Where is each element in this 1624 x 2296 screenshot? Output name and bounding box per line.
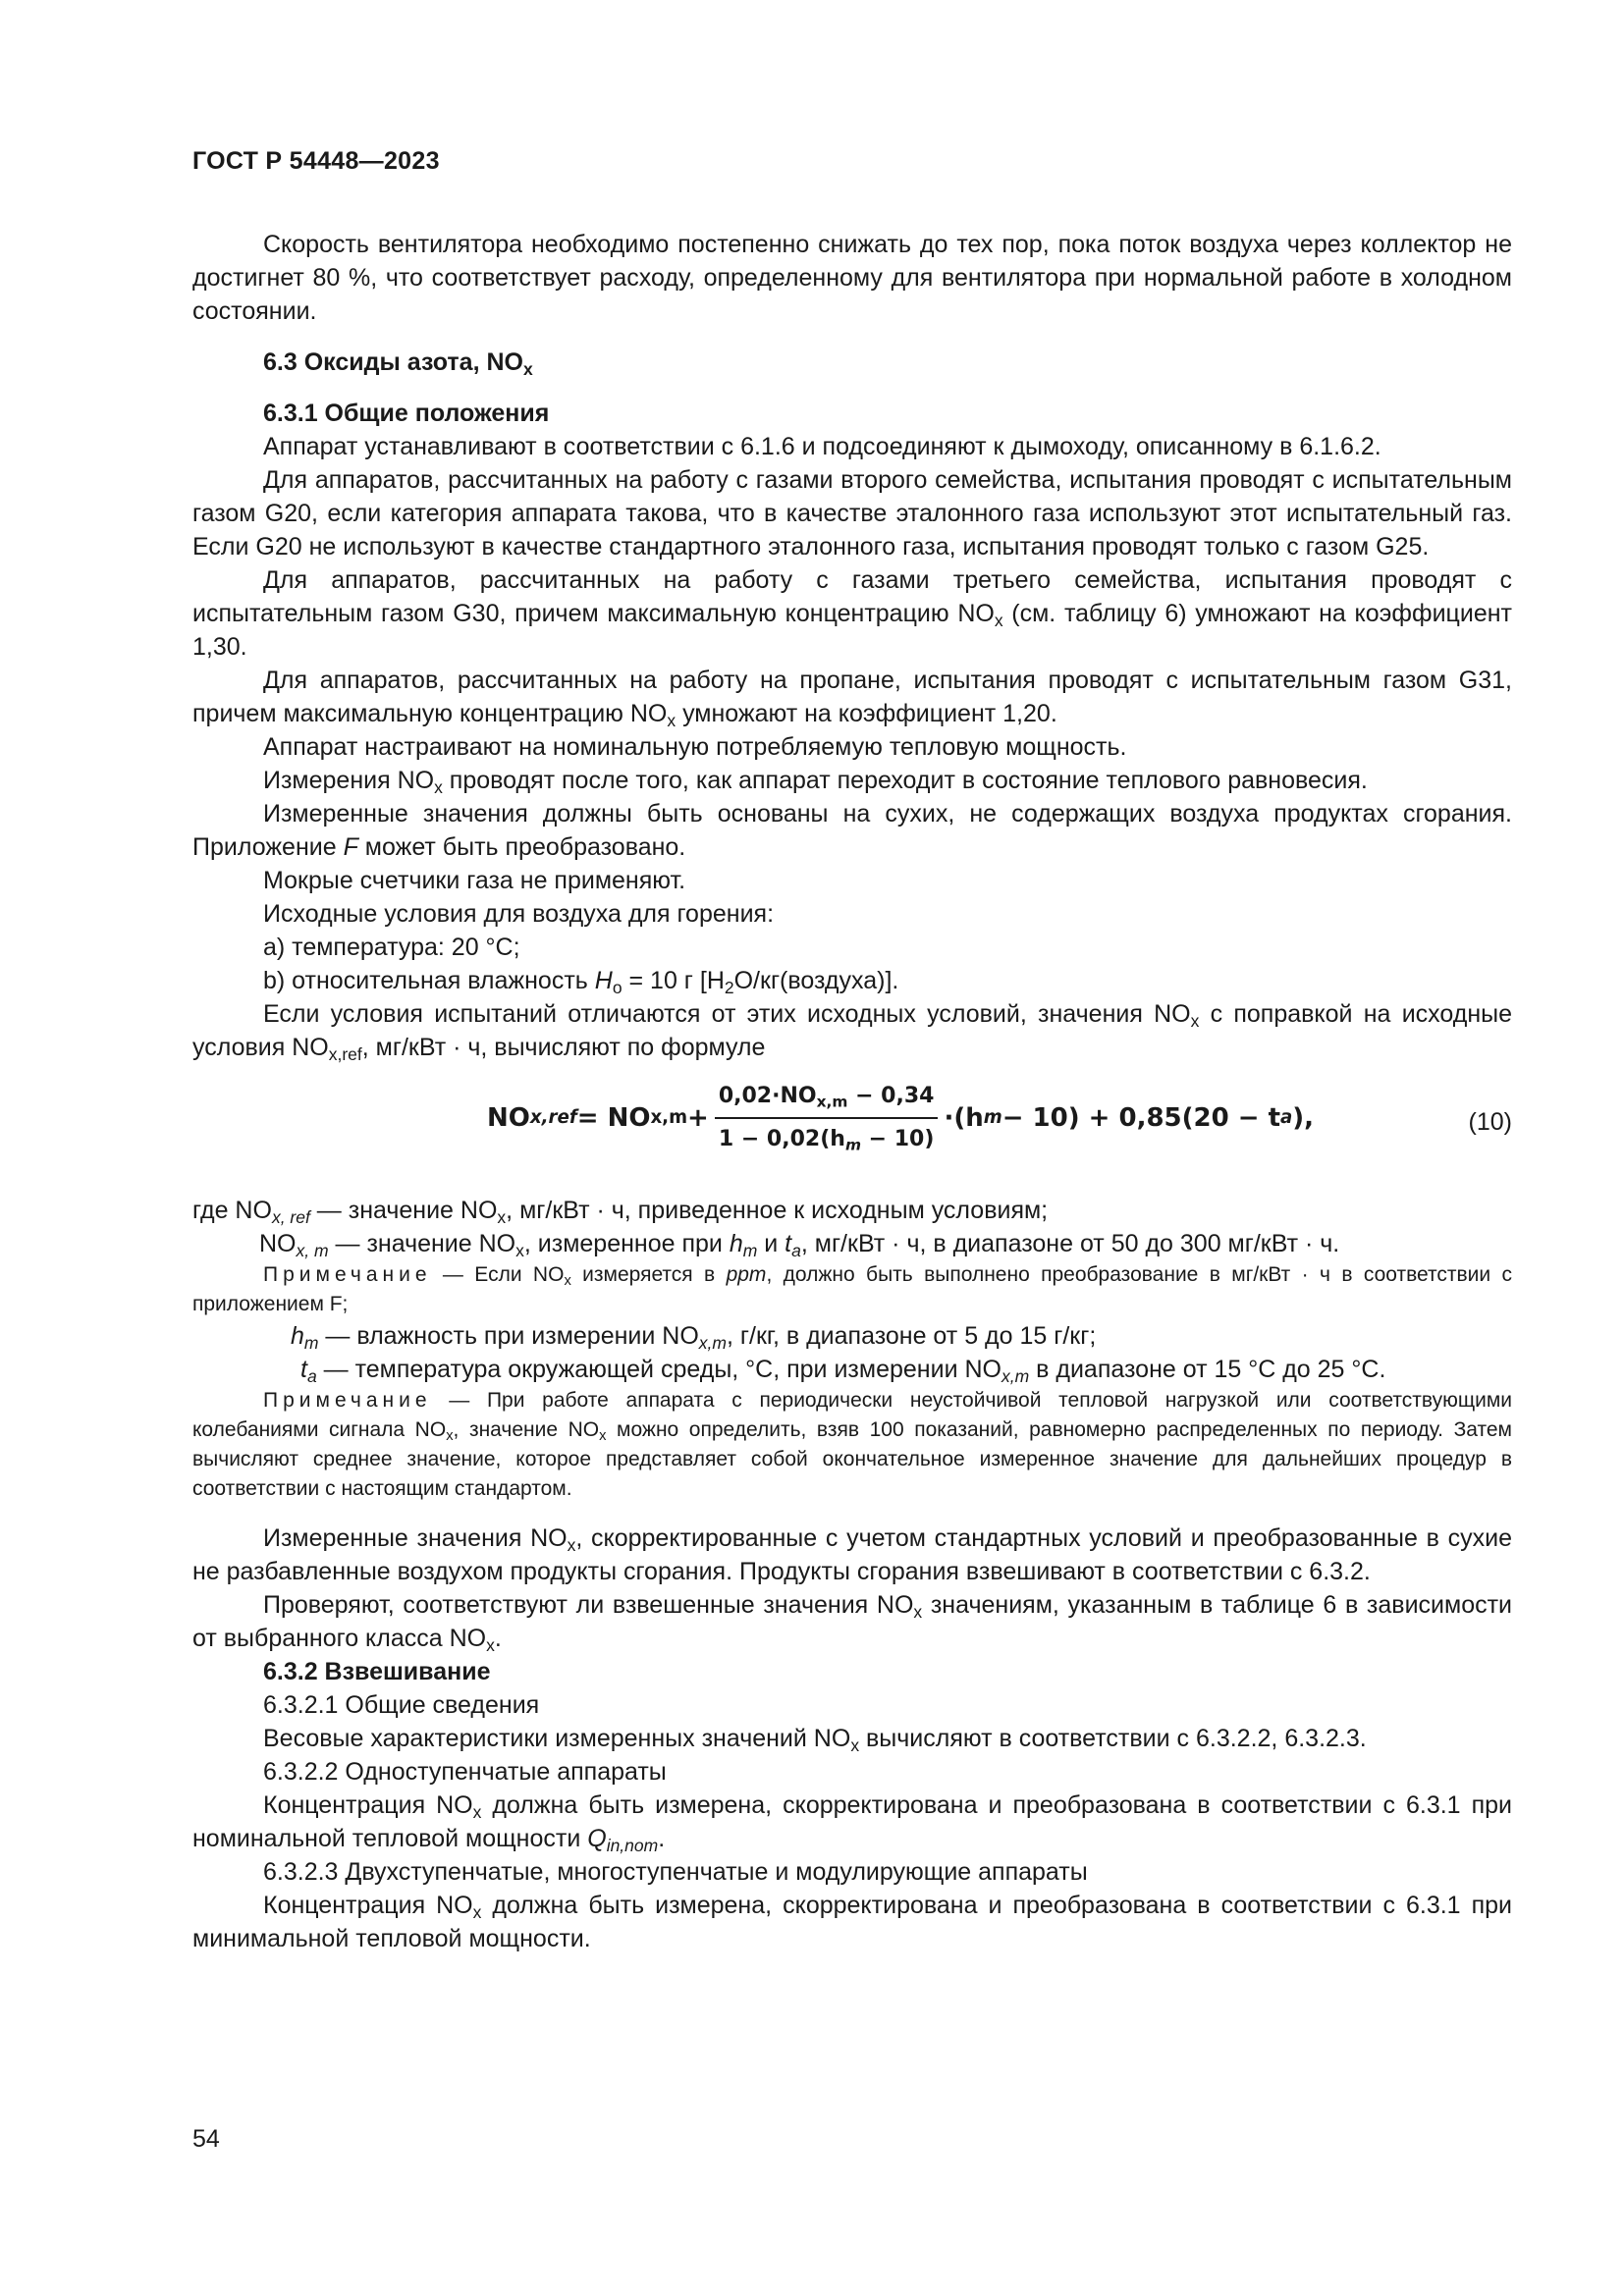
section-6-3-heading: 6.3 Оксиды азота, $NO_x$ xyxy=(263,348,533,379)
page-body xyxy=(192,228,1512,1955)
formula-fraction: $\frac{0,02\cdot NO_{x,m} - 0,34}{1 - 0,02(h_m - 10)}$ xyxy=(715,1080,939,1156)
where-hm: $h_m$ — влажность при измерении $NO_{x,m}$, г/кг, в диапазоне от 5 до 15 г/кг; xyxy=(291,1322,1097,1353)
page-number: 54 xyxy=(192,2125,220,2153)
paragraph-single-stage: Концентрация $NO_x$ должна быть измерена, скорректирована и преобразована в соответствии с 6.3.1 при номинальной тепловой мощности $Q_{in,nom}$. xyxy=(192,1791,1512,1855)
note-ppm: Примечание — Если $NO_x$ измеряется в ppm, должно быть выполнено преобразование в мг/кВт · ч в соответствии с приложением F; xyxy=(192,1263,1513,1315)
paragraph-reference-conditions: Исходные условия для воздуха для горения: xyxy=(263,900,775,928)
where-nox-ref: где $NO_{x, ref}$ — значение $NO_x$, мг/кВт · ч, приведенное к исходным условиям; xyxy=(192,1197,1049,1227)
paragraph-wet-meters: Мокрые счетчики газа не применяют. xyxy=(263,867,686,894)
paragraph-propane: Для аппаратов, рассчитанных на работу на пропане, испытания проводят с испытательным газом G31, причем максимальную концентрацию $NO_x$ умножают на коэффициент 1,20. xyxy=(192,667,1512,730)
paragraph-third-family: Для аппаратов, рассчитанных на работу с газами третьего семейства, испытания проводят с испытательным газом G30, причем максимальную концентрацию $NO_x$ (см. таблицу 6) умножают на коэффициент 1,30. xyxy=(192,566,1512,661)
document-code-header: ГОСТ Р 54448—2023 xyxy=(192,147,440,175)
section-6-3-2-heading: 6.3.2 Взвешивание xyxy=(263,1658,491,1685)
paragraph-weighting: Весовые характеристики измеренных значений $NO_x$ вычисляют в соответствии с 6.3.2.2, 6.3.2.3. xyxy=(263,1725,1367,1755)
paragraph-fan-speed: Скорость вентилятора необходимо постепенно снижать до тех пор, пока поток воздуха через коллектор не достигнет 80 %, что соответствует расходу, определенному для вентилятора при нормальной работе в холодном состоянии. xyxy=(192,231,1512,325)
paragraph-dry-products: Измеренные значения должны быть основаны на сухих, не содержащих воздуха продуктах сгорания. Приложение F может быть преобразовано. xyxy=(192,800,1512,861)
where-ta: $t_a$ — температура окружающей среды, °С, при измерении $NO_{x,m}$ в диапазоне от 15 °С до 25 °С. xyxy=(300,1356,1386,1386)
section-6-3-1-heading: 6.3.1 Общие положения xyxy=(263,400,550,427)
paragraph-formula-intro: Если условия испытаний отличаются от этих исходных условий, значения $NO_x$ с поправкой на исходные условия $NO_{x,ref}$, мг/кВт · ч, вычисляют по формуле xyxy=(192,1000,1512,1064)
note-periodic-load: Примечание — При работе аппарата с периодически неустойчивой тепловой нагрузкой или соответствующими колебаниями сигнала $NO_x$, значение $NO_x$ можно определить, взяв 100 показаний, равномерно распределенных по периоду. Затем вычисляют среднее значение, которое представляет собой окончательное измеренное значение для дальнейших процедур в соответствии с настоящим стандартом. xyxy=(192,1389,1512,1500)
formula-10 xyxy=(192,1074,1512,1178)
paragraph-measurement: Измерения $NO_x$ проводят после того, как аппарат переходит в состояние теплового равновесия. xyxy=(263,767,1368,797)
list-item-humidity: b) относительная влажность $H_о = 10$ г $[H_2O/кг(воздуха)]$. xyxy=(263,967,899,997)
paragraph-nominal-input: Аппарат настраивают на номинальную потребляемую тепловую мощность. xyxy=(263,733,1127,761)
section-6-3-2-3-heading: 6.3.2.3 Двухступенчатые, многоступенчатые и модулирующие аппараты xyxy=(263,1858,1088,1886)
paragraph-corrected-values: Измеренные значения $NO_x$, скорректированные с учетом стандартных условий и преобразованные в сухие не разбавленные воздухом продукты сгорания. Продукты сгорания взвешивают в соответствии с 6.3.2. xyxy=(192,1524,1512,1585)
paragraph-check-values: Проверяют, соответствуют ли взвешенные значения $NO_x$ значениям, указанным в таблице 6 в зависимости от выбранного класса $NO_x$. xyxy=(192,1591,1513,1655)
section-6-3-2-1-heading: 6.3.2.1 Общие сведения xyxy=(263,1691,540,1719)
paragraph-second-family: Для аппаратов, рассчитанных на работу с газами второго семейства, испытания проводят с испытательным газом G20, если категория аппарата такова, что в качестве эталонного газа используют этот испытательный газ. Если G20 не используют в качестве стандартного эталонного газа, испытания проводят только с газом G25. xyxy=(192,466,1512,561)
paragraph-installation: Аппарат устанавливают в соответствии с 6.1.6 и подсоединяют к дымоходу, описанному в 6.1.6.2. xyxy=(263,433,1381,460)
paragraph-multi-stage: Концентрация $NO_x$ должна быть измерена, скорректирована и преобразована в соответствии с 6.3.1 при минимальной тепловой мощности. xyxy=(192,1892,1512,1952)
formula-number: (10) xyxy=(1468,1108,1512,1136)
formula-expression: NO x,ref = NO x,m + $\frac{0,02\cdot NO_{x,m} - 0,34}{1 - 0,02(h_m - 10)}$ ·(h m − 10) + 0,85(20 − t a ), xyxy=(487,1080,1314,1156)
section-6-3-2-2-heading: 6.3.2.2 Одноступенчатые аппараты xyxy=(263,1758,667,1786)
where-nox-m: $NO_{x, m}$ — значение $NO_x$, измеренное при $h_m$ и $t_a$, мг/кВт · ч, в диапазоне от 50 до 300 мг/кВт · ч. xyxy=(259,1230,1340,1260)
list-item-temperature: a) температура: 20 °С; xyxy=(263,934,520,961)
